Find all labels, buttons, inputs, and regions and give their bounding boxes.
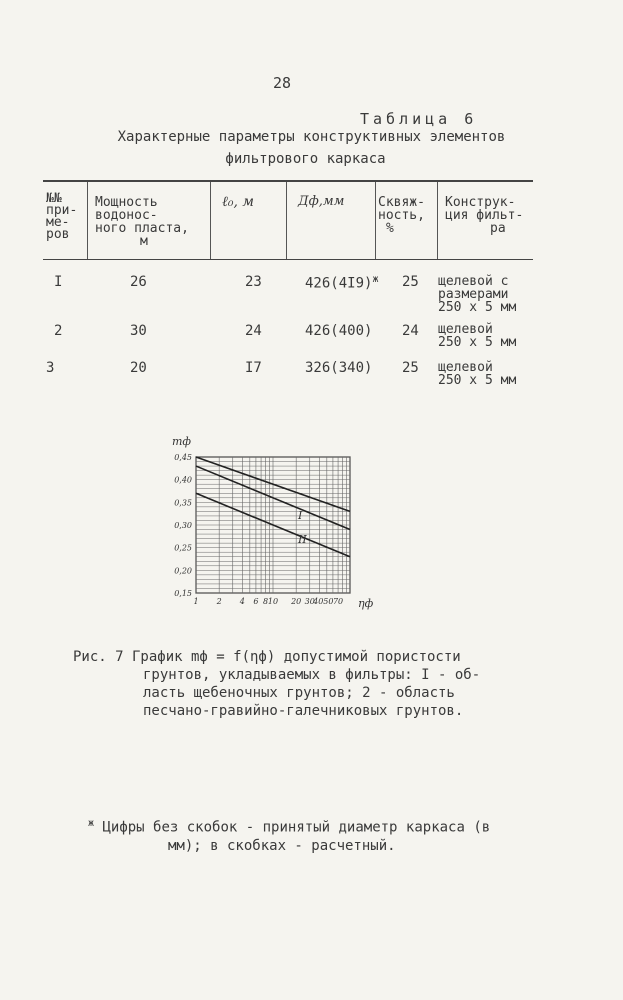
- header-thickness: Мощность водонос- ного пласта, м: [95, 195, 189, 249]
- chart-y-label: mф: [172, 435, 192, 448]
- chart-x-tick-label: 70: [332, 597, 344, 606]
- chart-x-tick-label: 10: [267, 597, 279, 606]
- row3-diameter: 326(340): [305, 360, 373, 376]
- chart-y-tick-label: 0,20: [174, 566, 192, 576]
- chart-y-tick-label: 0,30: [174, 521, 192, 530]
- chart-y-tick-label: 0,35: [174, 498, 192, 508]
- row2-diameter: 426(400): [305, 323, 373, 339]
- chart-y-tick-label: 0,45: [174, 453, 192, 462]
- chart-x-tick-labels: [193, 597, 343, 606]
- row1-diameter: $426(4I9)^ж$: [305, 274, 379, 292]
- row1-number: I: [54, 274, 63, 290]
- row2-design: щелевой 250 х 5 мм: [438, 322, 517, 350]
- col-divider-4: [375, 182, 376, 259]
- chart-y-tick-label: 0,25: [174, 543, 192, 553]
- chart-x-tick-label: 1: [193, 597, 199, 606]
- row2-l0: 24: [245, 323, 262, 339]
- chart-y-tick-label: 0,40: [174, 475, 192, 485]
- col-divider-3: [286, 182, 287, 259]
- figure-caption: [73, 648, 480, 720]
- chart-annotation-I: I: [298, 509, 303, 522]
- header-examples: №№ при- ме- ров: [46, 191, 78, 242]
- chart-x-label: ηф: [358, 597, 374, 610]
- table-header-rule: [43, 259, 533, 260]
- row1-design: щелевой с размерами 250 х 5 мм: [438, 274, 517, 315]
- table-top-rule: [43, 180, 533, 182]
- row1-thickness: 26: [130, 274, 147, 290]
- footnote-line1: $^ж$ Цифры без скобок - принятый диаметр каркаса (в: [88, 818, 491, 836]
- chart-x-tick-label: 8: [262, 597, 269, 606]
- porosity-chart: [160, 435, 390, 615]
- figure-caption-line1: Рис. 7 График mф = f(ηф) допустимой пористости: [73, 649, 461, 665]
- row2-porosity: 24: [402, 323, 419, 339]
- footnote: [88, 815, 490, 855]
- row1-porosity: 25: [402, 274, 419, 290]
- col-divider-1: [87, 182, 88, 259]
- col-divider-5: [437, 182, 438, 259]
- chart-annotation-II: II: [298, 533, 307, 546]
- row3-porosity: 25: [402, 360, 419, 376]
- table-caption-line1: Характерные параметры конструктивных элементов: [117, 129, 506, 145]
- chart-x-tick-label: 20: [291, 597, 302, 606]
- col-divider-2: [210, 182, 211, 259]
- footnote-line2: мм); в скобках - расчетный.: [168, 837, 396, 854]
- row3-l0: I7: [245, 360, 262, 376]
- figure-caption-line4: песчано-гравийно-галечниковых грунтов.: [143, 703, 464, 719]
- page-number: 28: [273, 74, 292, 92]
- chart-x-tick-label: 2: [216, 597, 222, 606]
- row3-design: щелевой 250 х 5 мм: [438, 360, 517, 388]
- chart-x-tick-label: 4050: [313, 597, 334, 606]
- chart-y-tick-label: 0,15: [174, 589, 192, 598]
- table-label: Таблица 6: [360, 110, 478, 128]
- row2-thickness: 30: [130, 323, 147, 339]
- header-l0: ℓ₀, м: [222, 194, 254, 210]
- chart-x-tick-label: 4: [239, 597, 245, 606]
- footnote-mark: ж: [88, 818, 95, 829]
- header-diameter: Дф,мм: [298, 194, 345, 209]
- table-caption-line2: фильтрового каркаса: [225, 151, 386, 167]
- chart-x-tick-label: 30: [304, 597, 315, 606]
- figure-caption-line2: грунтов, укладываемых в фильтры: I - об-: [143, 667, 481, 683]
- row2-number: 2: [54, 323, 63, 339]
- chart-y-tick-labels: [174, 453, 192, 598]
- header-design: Конструк- ция фильт- ра: [445, 195, 524, 236]
- header-porosity: Сквяж- ность, %: [378, 195, 425, 236]
- row3-number: 3: [46, 360, 55, 376]
- figure-caption-line3: ласть щебеночных грунтов; 2 - область: [143, 685, 455, 701]
- row1-l0: 23: [245, 274, 262, 290]
- chart-x-tick-label: 6: [253, 597, 259, 606]
- row3-thickness: 20: [130, 360, 147, 376]
